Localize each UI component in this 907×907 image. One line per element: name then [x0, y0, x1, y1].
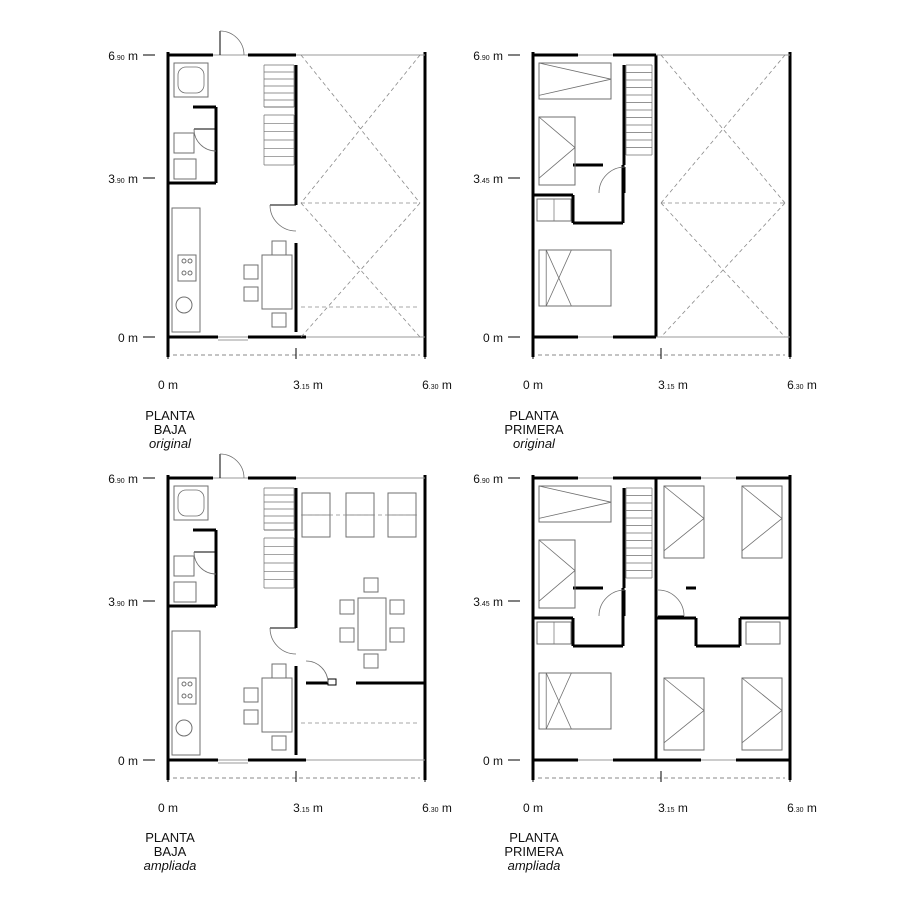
bed-left — [539, 540, 575, 608]
bathtub — [174, 486, 208, 520]
bed-single — [664, 486, 704, 558]
dining-chair — [272, 736, 286, 750]
bed-cover-line — [539, 502, 611, 518]
bed-cover-line — [539, 540, 575, 571]
plan-planta-baja-ampliada — [108, 454, 452, 815]
x-tick-label — [293, 378, 323, 392]
y-tick-main: 3 — [108, 172, 115, 186]
x-tick-unit: m — [674, 801, 688, 815]
y-tick-unit: m — [489, 172, 503, 186]
dining-table — [262, 678, 292, 732]
title-line2: PRIMERA — [504, 422, 564, 437]
y-tick-label — [473, 49, 503, 63]
stairs-flight — [626, 488, 652, 578]
y-tick-main: 6 — [108, 49, 115, 63]
y-tick-label — [108, 472, 138, 486]
x-tick-sub: .15 — [664, 384, 675, 391]
living-chair — [390, 628, 404, 642]
extension — [656, 478, 790, 760]
y-tick-label — [118, 331, 138, 345]
plan-title-pb-original — [90, 409, 250, 451]
bathtub — [174, 63, 208, 97]
door-swing-arc — [599, 590, 625, 616]
title-variant: original — [149, 436, 191, 451]
x-tick-unit: m — [674, 378, 688, 392]
plan-planta-primera-original — [473, 49, 817, 392]
y-tick-sub: .45 — [479, 601, 490, 608]
bed-frame — [539, 486, 611, 522]
x-tick-label — [523, 378, 543, 392]
dining-chair — [244, 287, 258, 301]
void-below — [661, 55, 785, 337]
y-tick-unit: m — [124, 595, 138, 609]
bed-cover-line — [742, 710, 782, 742]
plan-planta-primera-ampliada — [473, 472, 817, 815]
bedroom-door — [658, 590, 684, 616]
living-chair — [390, 600, 404, 614]
hob-burner — [182, 682, 186, 686]
dining-chair — [244, 710, 258, 724]
title-variant: ampliada — [507, 858, 561, 873]
x-tick-main: 6 — [787, 801, 794, 815]
y-tick-sub: .90 — [114, 55, 125, 62]
dining-chair — [244, 688, 258, 702]
bed-single — [742, 486, 782, 558]
bed-cover-line — [742, 486, 782, 518]
x-tick-label — [422, 801, 452, 815]
bed-frame — [742, 678, 782, 750]
living-chair — [364, 654, 378, 668]
x-tick-label — [787, 378, 817, 392]
y-tick-label — [108, 595, 138, 609]
stairs-flight — [264, 488, 294, 530]
x-tick-main: 3 — [658, 378, 665, 392]
living-door — [270, 205, 296, 231]
y-tick-unit: m — [124, 472, 138, 486]
stairs-flight — [626, 65, 652, 155]
kitchen-hob — [178, 678, 196, 704]
hob-burner — [182, 259, 186, 263]
hob-burner — [182, 694, 186, 698]
bathtub-basin — [178, 67, 204, 93]
y-tick-label — [118, 754, 138, 768]
y-tick-main: 3 — [473, 172, 480, 186]
bathtub-basin — [178, 490, 204, 516]
patio-door — [306, 661, 328, 683]
x-tick-label — [158, 378, 178, 392]
y-tick-main: 0 m — [482, 754, 503, 768]
plan-title-pb-ampliada — [90, 831, 250, 873]
bed-frame — [742, 486, 782, 558]
x-tick-main: 0 m — [522, 801, 544, 815]
patio-void — [301, 55, 420, 337]
x-tick-label — [658, 801, 688, 815]
y-tick-sub: .90 — [114, 478, 125, 485]
bed-frame — [664, 678, 704, 750]
y-tick-unit: m — [124, 172, 138, 186]
title-line1: PLANTA — [145, 408, 195, 423]
bed-single — [664, 678, 704, 750]
bed-cover-line — [539, 117, 575, 148]
x-tick-label — [158, 801, 178, 815]
bed-cover-line — [539, 571, 575, 602]
door-swing-arc — [270, 628, 296, 654]
y-tick-main: 3 — [473, 595, 480, 609]
x-tick-sub: .30 — [428, 807, 439, 814]
y-tick-label — [108, 172, 138, 186]
x-tick-main: 6 — [787, 378, 794, 392]
y-tick-unit: m — [124, 49, 138, 63]
dining-chair — [272, 313, 286, 327]
dining-chair — [272, 664, 286, 678]
x-tick-unit: m — [309, 801, 323, 815]
bed-left — [539, 117, 575, 185]
bed-cover-line — [539, 486, 611, 502]
x-tick-label — [787, 801, 817, 815]
stairs-flight — [264, 65, 294, 107]
title-line1: PLANTA — [509, 830, 559, 845]
y-tick-unit: m — [489, 49, 503, 63]
bed-double — [539, 673, 611, 729]
living-table — [358, 598, 386, 650]
toilet — [174, 159, 196, 179]
entrance-door — [220, 454, 244, 478]
y-tick-main: 3 — [108, 595, 115, 609]
extension — [301, 493, 425, 723]
x-tick-main: 0 m — [522, 378, 544, 392]
door-swing-arc — [270, 205, 296, 231]
y-tick-main: 6 — [473, 49, 480, 63]
y-tick-sub: .90 — [114, 178, 125, 185]
living-door — [270, 628, 296, 654]
x-tick-main: 3 — [293, 801, 300, 815]
y-tick-label — [473, 472, 503, 486]
x-tick-main: 3 — [293, 378, 300, 392]
hob-burner — [188, 271, 192, 275]
x-tick-unit: m — [438, 378, 452, 392]
bedroom-door — [599, 590, 625, 616]
y-tick-main: 6 — [473, 472, 480, 486]
bed-top — [539, 63, 611, 99]
bed-cover-line — [539, 148, 575, 179]
y-tick-label — [108, 49, 138, 63]
y-tick-label — [483, 331, 503, 345]
toilet — [174, 582, 196, 602]
kitchen-sink — [176, 720, 192, 736]
hob-burner — [188, 682, 192, 686]
kitchen-sink — [176, 297, 192, 313]
x-tick-unit: m — [803, 801, 817, 815]
bed-frame — [539, 540, 575, 608]
bed-top — [539, 486, 611, 522]
axes — [473, 49, 817, 392]
title-line2: BAJA — [153, 844, 187, 859]
kitchen-hob — [178, 255, 196, 281]
washbasin — [174, 556, 194, 576]
stairs-under — [264, 538, 294, 588]
entrance-door — [220, 31, 244, 55]
y-tick-sub: .45 — [479, 178, 490, 185]
y-tick-sub: .90 — [479, 55, 490, 62]
dining-chair — [244, 265, 258, 279]
x-tick-label — [422, 378, 452, 392]
x-tick-sub: .30 — [793, 807, 804, 814]
bedroom-door — [599, 167, 625, 193]
bathroom-door — [194, 129, 216, 151]
plan-title-pp-original — [454, 409, 614, 451]
door-swing-arc — [306, 661, 328, 683]
plan-title-pp-ampliada — [454, 831, 614, 873]
x-tick-sub: .30 — [428, 384, 439, 391]
door-swing-arc — [194, 129, 216, 151]
y-tick-sub: .90 — [479, 478, 490, 485]
living-chair — [340, 600, 354, 614]
y-tick-unit: m — [489, 595, 503, 609]
title-variant: original — [513, 436, 555, 451]
bed-frame — [539, 63, 611, 99]
axes — [108, 472, 452, 815]
wardrobe — [746, 622, 780, 644]
x-tick-label — [293, 801, 323, 815]
title-line2: PRIMERA — [504, 844, 564, 859]
x-tick-unit: m — [438, 801, 452, 815]
door-swing-arc — [220, 31, 244, 55]
bed-cover-line — [664, 678, 704, 710]
y-tick-main: 0 m — [117, 754, 138, 768]
living-chair — [364, 578, 378, 592]
dining-chair — [272, 241, 286, 255]
x-tick-sub: .30 — [793, 384, 804, 391]
title-variant: ampliada — [143, 858, 197, 873]
x-tick-sub: .15 — [664, 807, 675, 814]
title-line1: PLANTA — [509, 408, 559, 423]
bed-frame — [664, 486, 704, 558]
door-swing-arc — [220, 454, 244, 478]
y-tick-main: 6 — [108, 472, 115, 486]
y-tick-sub: .90 — [114, 601, 125, 608]
bed-cover-line — [539, 63, 611, 79]
x-tick-label — [658, 378, 688, 392]
living-chair — [340, 628, 354, 642]
x-tick-main: 6 — [422, 378, 429, 392]
washbasin — [174, 133, 194, 153]
y-tick-label — [483, 754, 503, 768]
x-tick-main: 0 m — [157, 801, 179, 815]
window-frame — [328, 679, 336, 685]
title-line2: BAJA — [153, 422, 187, 437]
bed-cover-line — [742, 518, 782, 550]
bathroom-door — [194, 552, 216, 574]
door-swing-arc — [658, 590, 684, 616]
bed-cover-line — [742, 678, 782, 710]
y-tick-main: 0 m — [117, 331, 138, 345]
hob-burner — [182, 271, 186, 275]
y-tick-label — [473, 595, 503, 609]
door-swing-arc — [194, 552, 216, 574]
bed-frame — [539, 117, 575, 185]
hob-burner — [188, 694, 192, 698]
bed-double — [539, 250, 611, 306]
bed-cover-line — [664, 518, 704, 550]
x-tick-label — [523, 801, 543, 815]
y-tick-label — [473, 172, 503, 186]
plan-planta-baja-original — [108, 31, 452, 392]
y-tick-unit: m — [489, 472, 503, 486]
bed-cover-line — [664, 710, 704, 742]
x-tick-sub: .15 — [299, 384, 310, 391]
x-tick-unit: m — [803, 378, 817, 392]
x-tick-unit: m — [309, 378, 323, 392]
x-tick-main: 6 — [422, 801, 429, 815]
x-tick-main: 3 — [658, 801, 665, 815]
door-swing-arc — [599, 167, 625, 193]
stairs-under — [264, 115, 294, 165]
bed-single — [742, 678, 782, 750]
axes — [108, 49, 452, 392]
bed-cover-line — [539, 79, 611, 95]
x-tick-sub: .15 — [299, 807, 310, 814]
x-tick-main: 0 m — [157, 378, 179, 392]
hob-burner — [188, 259, 192, 263]
y-tick-main: 0 m — [482, 331, 503, 345]
title-line1: PLANTA — [145, 830, 195, 845]
bed-cover-line — [664, 486, 704, 518]
dining-table — [262, 255, 292, 309]
